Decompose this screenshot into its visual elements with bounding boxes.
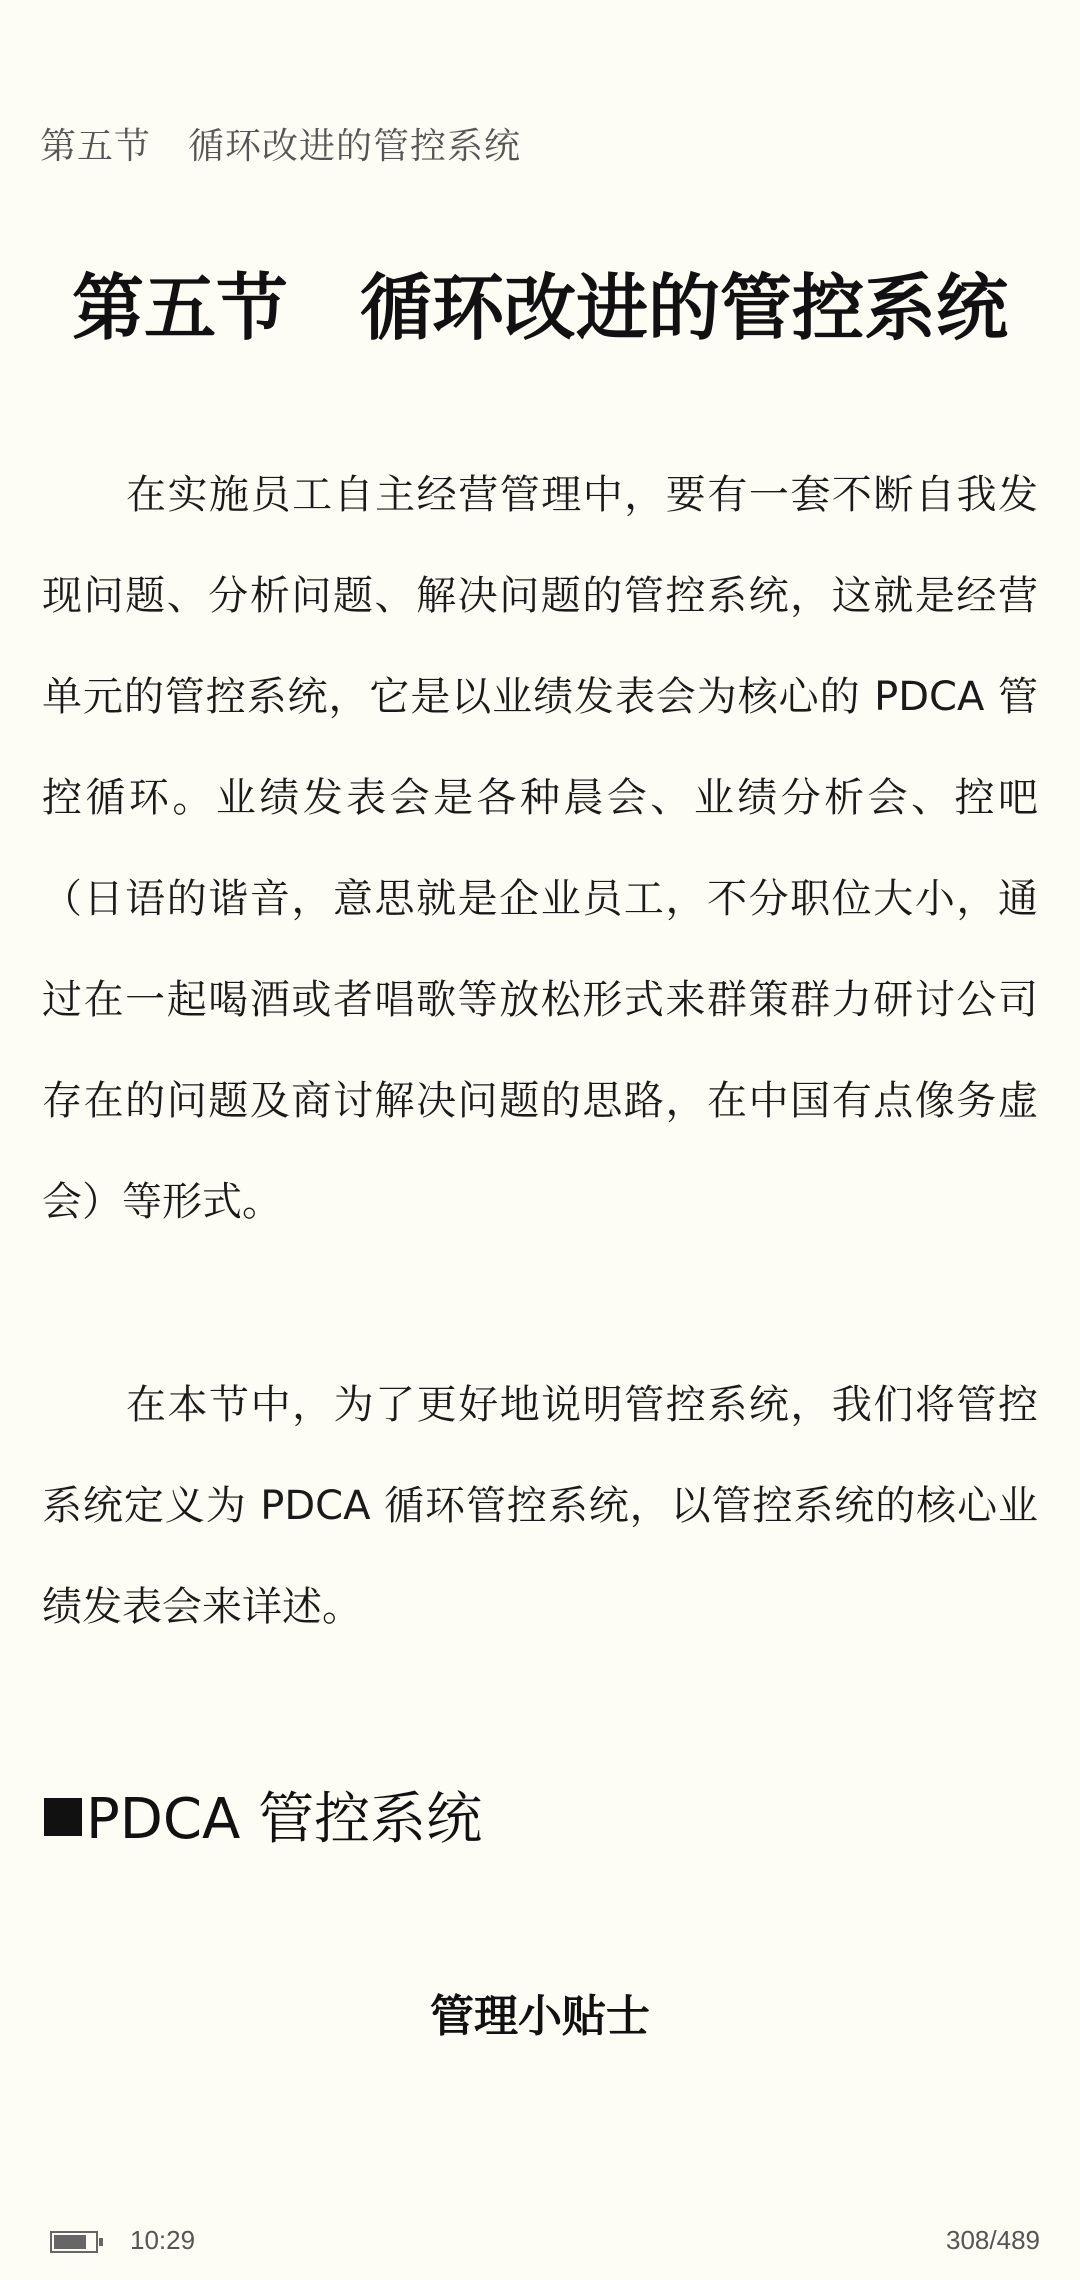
status-bar bbox=[0, 2225, 1080, 2265]
black-square-icon bbox=[44, 1798, 82, 1836]
section-heading bbox=[44, 1775, 482, 1855]
battery-fill bbox=[54, 2235, 86, 2249]
paragraph-1: 在实施员工自主经营管理中，要有一套不断自我发现问题、分析问题、解决问题的管控系统，这就是经营单元的管控系统，它是以业绩发表会为核心的 PDCA 管控循环。业绩发表会是各种晨会、业绩分析会、控吧（日语的谐音，意思就是企业员工，不分职位大小，通过在一起喝酒或者唱歌等放松形式来群策群力研讨公司存在的问题及商讨解决问题的思路，在中国有点像务虚会）等形式。 bbox=[42, 472, 1038, 1225]
running-header-title: 第五节 循环改进的管控系统 bbox=[40, 126, 522, 167]
battery-tip bbox=[99, 2238, 103, 2246]
page-indicator: 308/489 bbox=[946, 2225, 1040, 2255]
paragraph-2: 在本节中，为了更好地说明管控系统，我们将管控系统定义为 PDCA 循环管控系统，以管控系统的核心业绩发表会来详述。 bbox=[42, 1382, 1038, 1630]
battery-icon bbox=[50, 2231, 98, 2253]
tip-title: 管理小贴士 bbox=[430, 1991, 650, 2042]
section-heading-text: PDCA 管控系统 bbox=[86, 1787, 483, 1852]
chapter-title: 第五节 循环改进的管控系统 bbox=[71, 266, 1008, 350]
clock: 10:29 bbox=[130, 2225, 196, 2255]
